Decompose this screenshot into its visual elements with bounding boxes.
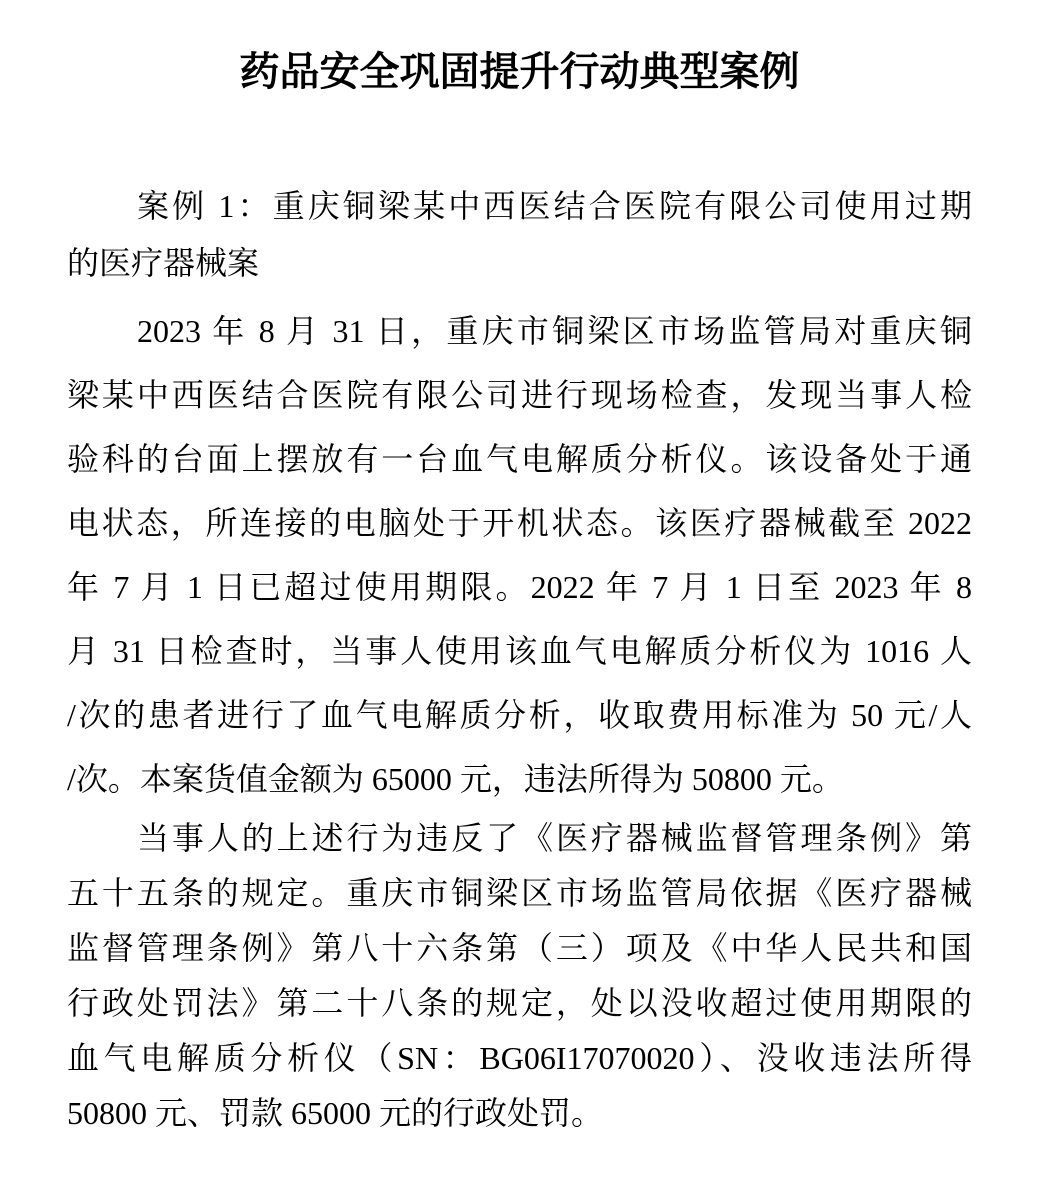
- penalty-line-2: 五十五条的规定。重庆市铜梁区市场监管局依据《医疗器械: [67, 875, 972, 911]
- document-content: [67, 50, 972, 1141]
- case-heading: [67, 178, 972, 292]
- penalty-line-5: 血气电解质分析仪（SN：BG06I17070020）、没收违法所得: [67, 1040, 972, 1076]
- facts-line-1: 2023 年 8 月 31 日，重庆市铜梁区市场监管局对重庆铜: [137, 313, 972, 349]
- facts-line-4: 电状态，所连接的电脑处于开机状态。该医疗器械截至 2022: [67, 505, 972, 541]
- penalty-line-4: 行政处罚法》第二十八条的规定，处以没收超过使用期限的: [67, 985, 972, 1021]
- facts-line-3: 验科的台面上摆放有一台血气电解质分析仪。该设备处于通: [67, 441, 972, 477]
- penalty-line-3: 监督管理条例》第八十六条第（三）项及《中华人民共和国: [67, 930, 972, 966]
- facts-line-6: 月 31 日检查时，当事人使用该血气电解质分析仪为 1016 人: [67, 633, 972, 669]
- paragraph-penalty: [67, 811, 972, 1141]
- facts-line-8: /次。本案货值金额为 65000 元，违法所得为 50800 元。: [67, 761, 844, 797]
- penalty-line-6: 50800 元、罚款 65000 元的行政处罚。: [67, 1095, 604, 1131]
- document-title: 药品安全巩固提升行动典型案例: [239, 50, 800, 94]
- facts-line-2: 梁某中西医结合医院有限公司进行现场检查，发现当事人检: [67, 377, 972, 413]
- case-heading-line-2: 的医疗器械案: [67, 245, 260, 281]
- penalty-line-1: 当事人的上述行为违反了《医疗器械监督管理条例》第: [137, 820, 972, 856]
- case-heading-line-1: 案例 1：重庆铜梁某中西医结合医院有限公司使用过期: [137, 188, 972, 224]
- facts-line-7: /次的患者进行了血气电解质分析，收取费用标准为 50 元/人: [67, 697, 972, 733]
- facts-line-5: 年 7 月 1 日已超过使用期限。2022 年 7 月 1 日至 2023 年 8: [67, 569, 972, 605]
- paragraph-facts: [67, 299, 972, 811]
